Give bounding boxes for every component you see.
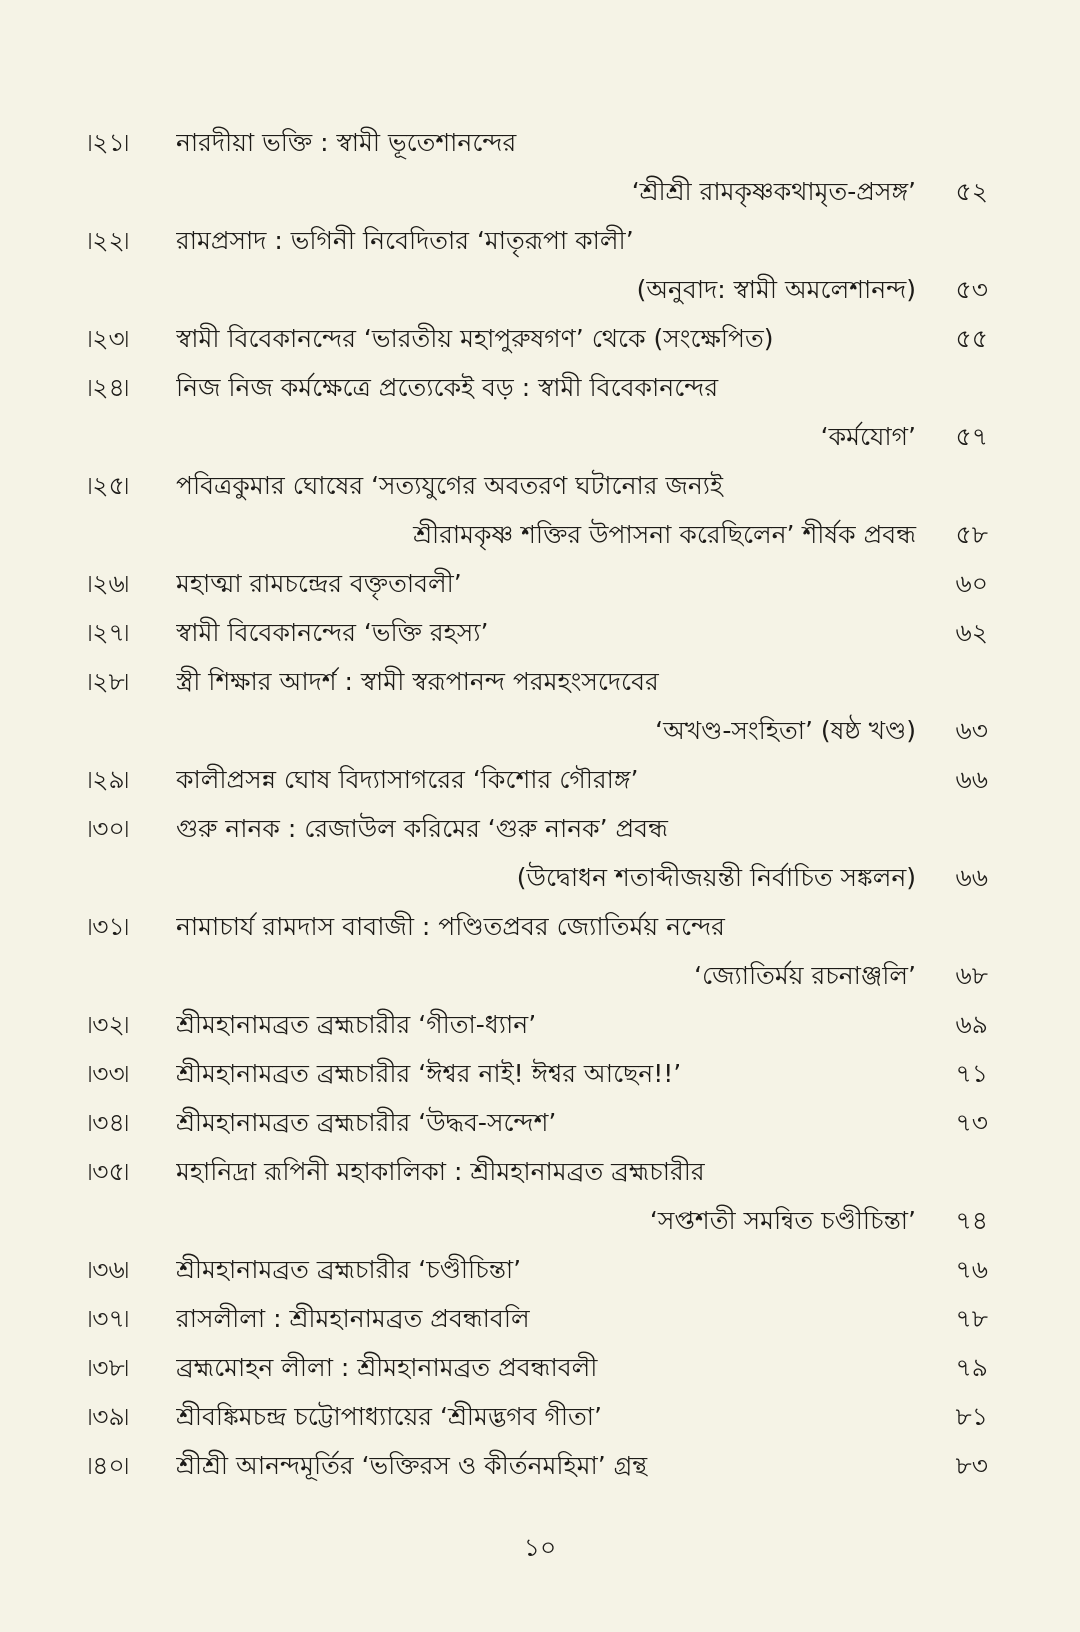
entry-title: মহানিদ্রা রূপিনী মহাকালিকা : শ্রীমহানামব্রত ব্রহ্মচারীর — [176, 1157, 705, 1186]
entry-title: শ্রীমহানামব্রত ব্রহ্মচারীর ‘চণ্ডীচিন্তা’ — [176, 1255, 522, 1284]
toc-entry — [88, 1245, 988, 1294]
entry-number: ৷৩২৷ — [88, 1010, 129, 1039]
entry-number: ৷৩৫৷ — [88, 1157, 129, 1186]
toc-entry-line — [88, 1049, 988, 1098]
table-of-contents — [88, 118, 988, 1490]
entry-page: ৫২ — [955, 177, 988, 206]
toc-entry-line — [88, 755, 988, 804]
entry-number: ৷৩৬৷ — [88, 1255, 129, 1284]
entry-title: ‘কর্মযোগ’ — [820, 422, 916, 451]
toc-entry-line — [88, 804, 988, 853]
entry-title: শ্রীমহানামব্রত ব্রহ্মচারীর ‘ঈশ্বর নাই! ঈশ্বর আছেন!!’ — [176, 1059, 682, 1088]
toc-entry-line — [88, 853, 988, 902]
entry-title: ব্রহ্মমোহন লীলা : শ্রীমহানামব্রত প্রবন্ধাবলী — [176, 1353, 598, 1382]
toc-entry-line — [88, 216, 988, 265]
toc-entry — [88, 1392, 988, 1441]
entry-page: ৬০ — [955, 569, 988, 598]
toc-entry-line — [88, 412, 988, 461]
toc-entry — [88, 363, 988, 461]
entry-title: ‘সপ্তশতী সমন্বিত চণ্ডীচিন্তা’ — [649, 1206, 916, 1235]
toc-entry-line — [88, 1343, 988, 1392]
entry-title: শ্রীরামকৃষ্ণ শক্তির উপাসনা করেছিলেন’ শীর্ষক প্রবন্ধ — [413, 520, 916, 549]
toc-entry — [88, 1098, 988, 1147]
entry-page: ৫৮ — [955, 520, 988, 549]
entry-number: ৷২৮৷ — [88, 667, 129, 696]
entry-number: ৷২২৷ — [88, 226, 129, 255]
toc-entry — [88, 1000, 988, 1049]
entry-number: ৷২৭৷ — [88, 618, 129, 647]
entry-page: ৭৪ — [955, 1206, 988, 1235]
entry-title: শ্রীবঙ্কিমচন্দ্র চট্টোপাধ্যায়ের ‘শ্রীমদ্ভগব গীতা’ — [176, 1402, 602, 1431]
toc-entry — [88, 608, 988, 657]
toc-entry-line — [88, 1147, 988, 1196]
toc-entry-line — [88, 461, 988, 510]
entry-title: কালীপ্রসন্ন ঘোষ বিদ্যাসাগরের ‘কিশোর গৌরাঙ্গ’ — [176, 765, 639, 794]
entry-page: ৫৭ — [955, 422, 988, 451]
entry-title: শ্রীমহানামব্রত ব্রহ্মচারীর ‘গীতা-ধ্যান’ — [176, 1010, 537, 1039]
entry-number: ৷৩৭৷ — [88, 1304, 129, 1333]
toc-entry-line — [88, 1098, 988, 1147]
entry-title: পবিত্রকুমার ঘোষের ‘সত্যযুগের অবতরণ ঘটানোর জন্যই — [176, 471, 723, 500]
entry-title: নারদীয়া ভক্তি : স্বামী ভূতেশানন্দের — [176, 128, 517, 157]
toc-entry-line — [88, 1441, 988, 1490]
page-number: ১০ — [523, 1533, 557, 1562]
entry-title: নিজ নিজ কর্মক্ষেত্রে প্রত্যেকেই বড় : স্বামী বিবেকানন্দের — [176, 373, 719, 402]
entry-page: ৭১ — [955, 1059, 988, 1088]
toc-entry-line — [88, 167, 988, 216]
entry-page: ৮৩ — [955, 1451, 988, 1480]
toc-entry-line — [88, 1392, 988, 1441]
toc-entry — [88, 118, 988, 216]
entry-title: রাসলীলা : শ্রীমহানামব্রত প্রবন্ধাবলি — [176, 1304, 530, 1333]
toc-entry-line — [88, 1000, 988, 1049]
entry-number: ৷৩৯৷ — [88, 1402, 129, 1431]
entry-number: ৷২৬৷ — [88, 569, 129, 598]
toc-entry-line — [88, 265, 988, 314]
toc-entry-line — [88, 1294, 988, 1343]
entry-page: ৭৩ — [955, 1108, 988, 1137]
entry-title: (উদ্বোধন শতাব্দীজয়ন্তী নির্বাচিত সঙ্কলন) — [516, 863, 916, 892]
entry-number: ৷২১৷ — [88, 128, 129, 157]
toc-entry-line — [88, 1196, 988, 1245]
toc-entry — [88, 1343, 988, 1392]
entry-title: মহাত্মা রামচন্দ্রের বক্তৃতাবলী’ — [176, 569, 462, 598]
entry-title: স্বামী বিবেকানন্দের ‘ভারতীয় মহাপুরুষগণ’ থেকে (সংক্ষেপিত) — [176, 324, 774, 353]
toc-entry-line — [88, 118, 988, 167]
toc-entry — [88, 1294, 988, 1343]
entry-number: ৷৩৪৷ — [88, 1108, 129, 1137]
entry-page: ৬২ — [955, 618, 988, 647]
toc-entry — [88, 1147, 988, 1245]
entry-page: ৬৬ — [955, 863, 988, 892]
entry-title: ‘জ্যোতির্ময় রচনাঞ্জলি’ — [694, 961, 916, 990]
entry-number: ৷৩৮৷ — [88, 1353, 129, 1382]
entry-title: গুরু নানক : রেজাউল করিমের ‘গুরু নানক’ প্রবন্ধ — [176, 814, 668, 843]
entry-page: ৫৩ — [955, 275, 988, 304]
entry-number: ৷২৯৷ — [88, 765, 129, 794]
entry-page: ৮১ — [955, 1402, 988, 1431]
toc-entry-line — [88, 902, 988, 951]
entry-title: নামাচার্য রামদাস বাবাজী : পণ্ডিতপ্রবর জ্যোতির্ময় নন্দের — [176, 912, 725, 941]
entry-number: ৷৪০৷ — [88, 1451, 129, 1480]
toc-entry — [88, 216, 988, 314]
toc-entry — [88, 1049, 988, 1098]
toc-entry-line — [88, 314, 988, 363]
toc-entry-line — [88, 559, 988, 608]
entry-title: রামপ্রসাদ : ভগিনী নিবেদিতার ‘মাতৃরূপা কালী’ — [176, 226, 634, 255]
toc-entry-line — [88, 608, 988, 657]
entry-number: ৷২৩৷ — [88, 324, 129, 353]
toc-entry-line — [88, 951, 988, 1000]
toc-entry — [88, 657, 988, 755]
entry-page: ৫৫ — [955, 324, 988, 353]
entry-title: শ্রীমহানামব্রত ব্রহ্মচারীর ‘উদ্ধব-সন্দেশ’ — [176, 1108, 557, 1137]
entry-title: শ্রীশ্রী আনন্দমূর্তির ‘ভক্তিরস ও কীর্তনমহিমা’ গ্রন্থ — [176, 1451, 648, 1480]
entry-page: ৬৬ — [955, 765, 988, 794]
toc-entry — [88, 755, 988, 804]
entry-number: ৷২৪৷ — [88, 373, 129, 402]
entry-number: ৷৩০৷ — [88, 814, 129, 843]
entry-title: স্বামী বিবেকানন্দের ‘ভক্তি রহস্য’ — [176, 618, 489, 647]
entry-title: ‘অখণ্ড-সংহিতা’ (ষষ্ঠ খণ্ড) — [655, 716, 916, 745]
entry-page: ৬৮ — [955, 961, 988, 990]
entry-page: ৬৩ — [955, 716, 988, 745]
toc-entry — [88, 1441, 988, 1490]
entry-number: ৷২৫৷ — [88, 471, 129, 500]
toc-entry — [88, 902, 988, 1000]
toc-entry-line — [88, 657, 988, 706]
entry-page: ৭৬ — [955, 1255, 988, 1284]
toc-entry-line — [88, 1245, 988, 1294]
toc-entry-line — [88, 706, 988, 755]
entry-number: ৷৩৩৷ — [88, 1059, 129, 1088]
entry-title: (অনুবাদ: স্বামী অমলেশানন্দ) — [636, 275, 916, 304]
entry-title: ‘শ্রীশ্রী রামকৃষ্ণকথামৃত-প্রসঙ্গ’ — [631, 177, 916, 206]
toc-entry — [88, 461, 988, 559]
entry-page: ৭৮ — [955, 1304, 988, 1333]
toc-entry-line — [88, 363, 988, 412]
toc-entry-line — [88, 510, 988, 559]
entry-page: ৬৯ — [955, 1010, 988, 1039]
entry-number: ৷৩১৷ — [88, 912, 129, 941]
toc-entry — [88, 559, 988, 608]
entry-page: ৭৯ — [955, 1353, 988, 1382]
toc-entry — [88, 314, 988, 363]
entry-title: স্ত্রী শিক্ষার আদর্শ : স্বামী স্বরূপানন্দ পরমহংসদেবের — [176, 667, 659, 696]
toc-entry — [88, 804, 988, 902]
